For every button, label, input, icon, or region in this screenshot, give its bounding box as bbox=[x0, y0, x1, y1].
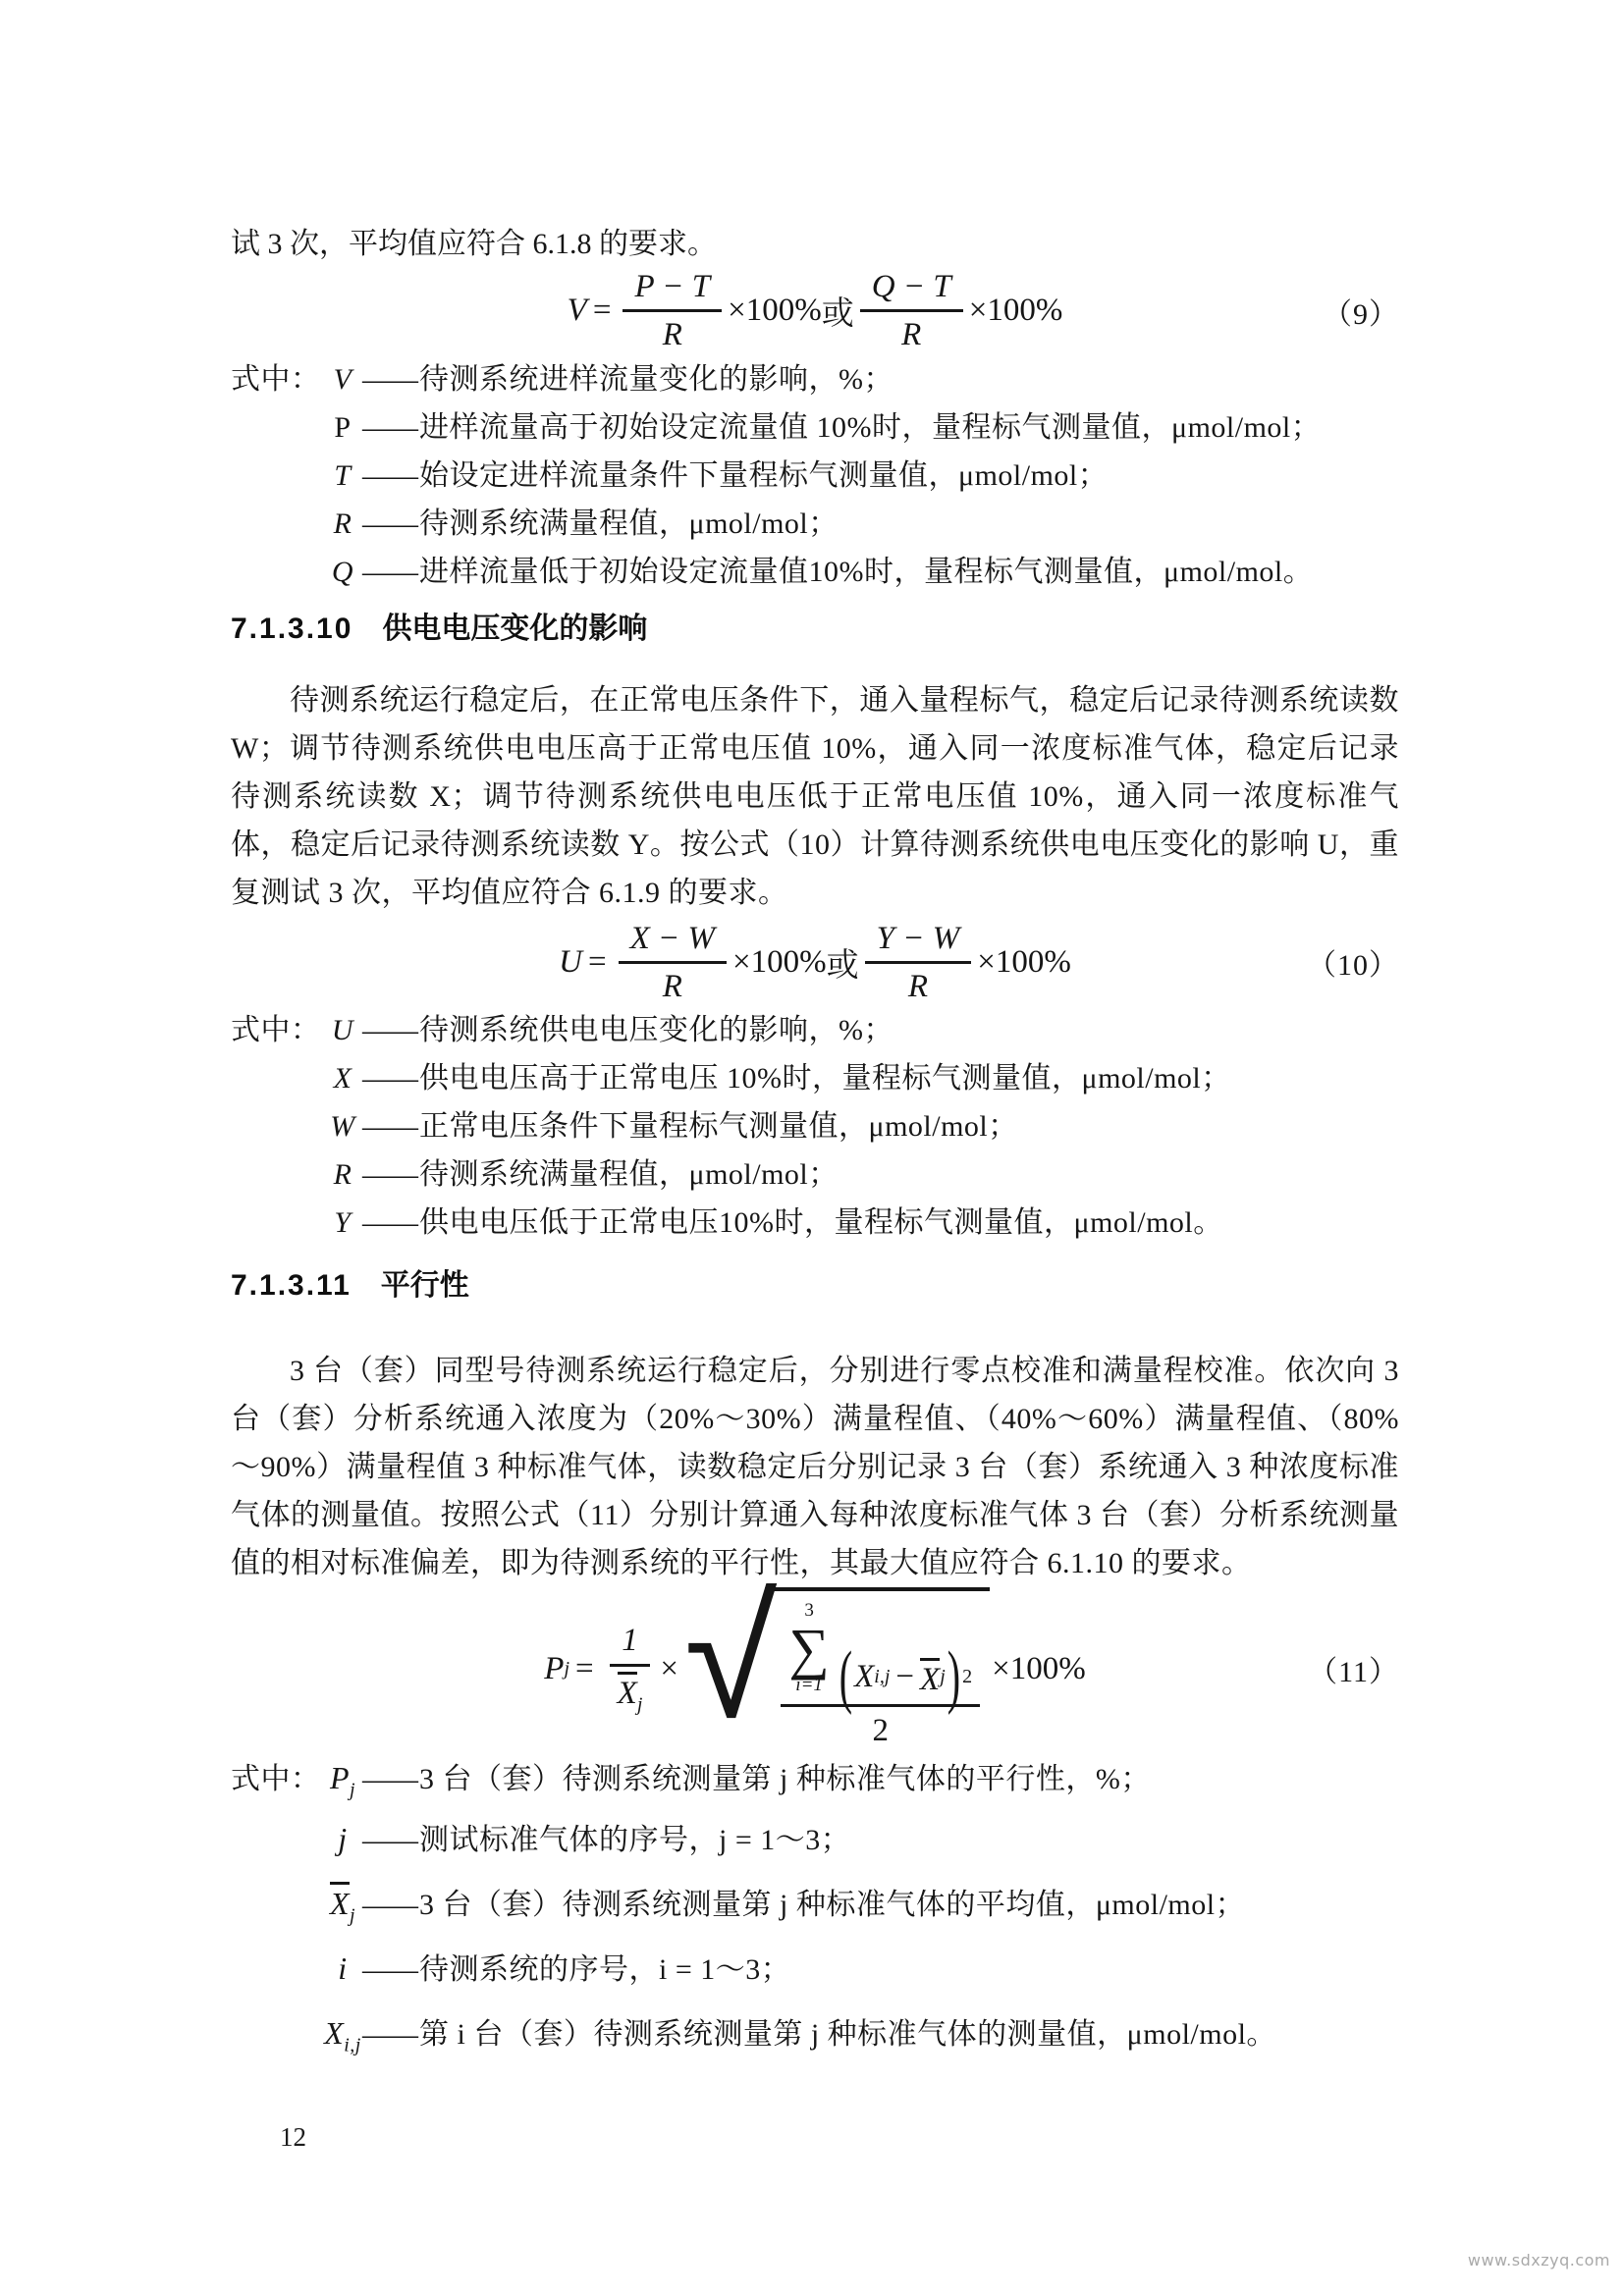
definition-text: 供电电压高于正常电压 10%时，量程标气测量值，μmol/mol； bbox=[419, 1062, 1231, 1095]
radical-sign-icon: √ bbox=[684, 1560, 778, 1758]
definition-row bbox=[231, 1054, 1399, 1102]
formula9-equals: = bbox=[592, 293, 612, 329]
definition-text: 测试标准气体的序号，j = 1～3； bbox=[419, 1823, 851, 1856]
x-bar-subscript: j bbox=[940, 1666, 946, 1688]
definition-row bbox=[231, 1874, 1399, 1945]
formula10-fraction-1 bbox=[619, 919, 727, 1007]
definition-symbol: Y bbox=[334, 1206, 352, 1240]
formula11-times-pct: ×100% bbox=[992, 1650, 1086, 1686]
definition-dash: —— bbox=[362, 1206, 415, 1240]
section-heading-7-1-3-10 bbox=[231, 610, 1399, 649]
formula9-denominator-2: R bbox=[901, 317, 922, 353]
formula11-numerator-one: 1 bbox=[610, 1621, 650, 1666]
definition-dash: —— bbox=[362, 1763, 415, 1796]
definition-prefix: 式中： bbox=[231, 1014, 321, 1047]
formula10-or: 或 bbox=[826, 947, 859, 984]
definition-symbol: V bbox=[333, 362, 352, 396]
x-bar-symbol bbox=[330, 1882, 350, 1919]
summation-sigma-icon: ∑ bbox=[788, 1617, 830, 1682]
formula-11 bbox=[231, 1560, 1399, 1758]
definition-dash: —— bbox=[362, 1823, 415, 1856]
definition-symbol bbox=[323, 1874, 362, 1945]
formula9-or: 或 bbox=[821, 296, 854, 333]
definition-dash: —— bbox=[362, 458, 415, 492]
formula10-definitions bbox=[231, 1006, 1399, 1247]
formula9-number-label: （9） bbox=[1323, 297, 1399, 331]
definition-row bbox=[231, 452, 1399, 500]
formula10-denominator-2: R bbox=[907, 968, 929, 1004]
symbol-subscript: i,j bbox=[344, 2034, 361, 2056]
formula10-number-label: （10） bbox=[1307, 949, 1399, 983]
definition-symbol: U bbox=[331, 1014, 354, 1047]
definition-symbol: j bbox=[338, 1820, 348, 1856]
formula10-times-pct-2: ×100% bbox=[977, 943, 1071, 980]
formula11-lhs: P bbox=[544, 1650, 565, 1686]
definition-row bbox=[231, 1006, 1399, 1054]
definition-dash: —— bbox=[362, 507, 415, 540]
sqrt-radical bbox=[684, 1560, 990, 1758]
definition-symbol: T bbox=[334, 458, 352, 492]
exponent: 2 bbox=[962, 1666, 973, 1688]
formula11-fraction-lead bbox=[606, 1621, 655, 1717]
definition-dash: —— bbox=[362, 362, 415, 396]
x-ij-subscript: i,j bbox=[874, 1666, 891, 1688]
definition-dash: —— bbox=[362, 410, 415, 444]
definition-symbol: Q bbox=[331, 555, 354, 588]
definition-row bbox=[231, 403, 1399, 452]
formula10-lhs: U bbox=[559, 943, 582, 980]
definition-symbol: W bbox=[330, 1110, 355, 1144]
definition-symbol bbox=[323, 2003, 362, 2074]
section-number: 7.1.3.10 bbox=[231, 612, 353, 645]
x-bar-symbol bbox=[920, 1658, 940, 1696]
section-title: 供电电压变化的影响 bbox=[382, 612, 648, 645]
formula-10 bbox=[231, 919, 1399, 1007]
formula10-fraction-2 bbox=[865, 919, 972, 1007]
summation-lower-limit: i=1 bbox=[795, 1675, 823, 1696]
formula11-inner-fraction bbox=[781, 1601, 980, 1750]
formula11-number-label: （11） bbox=[1308, 1656, 1399, 1689]
formula11-inner-numerator bbox=[781, 1600, 980, 1716]
section-heading-7-1-3-11 bbox=[231, 1266, 1399, 1306]
formula9-lhs: V bbox=[567, 293, 587, 329]
minus-sign: − bbox=[895, 1658, 915, 1694]
definition-text: 待测系统进样流量变化的影响，%； bbox=[419, 362, 893, 396]
formula11-times: × bbox=[660, 1650, 679, 1686]
formula11-inner-denominator: 2 bbox=[872, 1713, 889, 1749]
page-number: 12 bbox=[280, 2122, 306, 2152]
formula10-denominator-1: R bbox=[662, 968, 682, 1004]
x-bar-base: X bbox=[920, 1661, 941, 1697]
definition-symbol: X bbox=[333, 1062, 352, 1095]
definition-row bbox=[231, 2003, 1399, 2074]
squared-difference-expression bbox=[838, 1635, 973, 1716]
definition-text: 正常电压条件下量程标气测量值，μmol/mol； bbox=[419, 1110, 1018, 1144]
definition-text: 供电电压低于正常电压10%时，量程标气测量值，μmol/mol。 bbox=[419, 1206, 1223, 1240]
sqrt-body bbox=[765, 1587, 990, 1750]
close-paren: ) bbox=[947, 1635, 961, 1716]
definition-dash: —— bbox=[362, 2018, 415, 2052]
definition-text: 3 台（套）待测系统测量第 j 种标准气体的平均值，μmol/mol； bbox=[419, 1888, 1246, 1921]
formula10-equals: = bbox=[587, 943, 607, 980]
formula9-denominator-1: R bbox=[662, 317, 682, 353]
definition-dash: —— bbox=[362, 1888, 415, 1921]
formula10-times-pct-1: ×100% bbox=[732, 943, 827, 980]
definition-row bbox=[231, 1754, 1399, 1814]
x-bar-base: X bbox=[617, 1675, 637, 1711]
formula9-times-pct-1: ×100% bbox=[728, 293, 822, 329]
definition-symbol bbox=[323, 1754, 362, 1814]
formula10-numerator-2: Y − W bbox=[865, 919, 972, 964]
definition-row bbox=[231, 355, 1399, 403]
summation-upper-limit: 3 bbox=[804, 1600, 814, 1622]
definition-text: 第 i 台（套）待测系统测量第 j 种标准气体的测量值，μmol/mol。 bbox=[419, 2018, 1276, 2052]
definition-text: 待测系统满量程值，μmol/mol； bbox=[419, 507, 839, 540]
definition-row bbox=[231, 1150, 1399, 1199]
formula9-times-pct-2: ×100% bbox=[968, 293, 1063, 329]
definition-text: 待测系统供电电压变化的影响，%； bbox=[419, 1014, 893, 1047]
continuation-line: 试 3 次，平均值应符合 6.1.8 的要求。 bbox=[231, 228, 717, 260]
definition-row bbox=[231, 500, 1399, 548]
formula11-lhs-subscript: j bbox=[564, 1657, 570, 1680]
definition-symbol: R bbox=[333, 1158, 352, 1192]
definition-text: 进样流量低于初始设定流量值10%时，量程标气测量值，μmol/mol。 bbox=[419, 555, 1314, 588]
definition-row bbox=[231, 1102, 1399, 1150]
definition-text: 待测系统满量程值，μmol/mol； bbox=[419, 1158, 839, 1192]
x-ij-base: X bbox=[854, 1658, 875, 1694]
symbol-base: X bbox=[324, 2015, 345, 2052]
formula9-fraction-1 bbox=[623, 267, 722, 355]
definition-symbol: P bbox=[334, 410, 352, 444]
section-title: 平行性 bbox=[380, 1269, 469, 1303]
formula9-fraction-2 bbox=[860, 267, 963, 355]
definition-symbol: i bbox=[338, 1950, 348, 1987]
section-7-1-3-10-paragraph: 待测系统运行稳定后，在正常电压条件下，通入量程标气，稳定后记录待测系统读数 W；调节待测系统供电电压高于正常电压值 10%，通入同一浓度标准气体，稳定后记录待测系统读数 X；调节待测系统供电电压低于正常电压值 10%，通入同一浓度标准气体，稳定后记录待测系统读数 Y。按公式（10）计算待测系统供电电压变化的影响 U，重复测试 3 次，平均值应符合 6.1.9 的要求。 bbox=[231, 683, 1399, 909]
formula10-numerator-1: X − W bbox=[619, 919, 727, 964]
definition-prefix: 式中： bbox=[231, 1763, 321, 1796]
watermark-url: www.sdxzyq.com bbox=[1467, 2251, 1610, 2269]
section-number: 7.1.3.11 bbox=[231, 1269, 352, 1303]
definition-text: 待测系统的序号，i = 1～3； bbox=[419, 1953, 791, 1987]
definition-dash: —— bbox=[362, 1014, 415, 1047]
symbol-subscript: j bbox=[349, 1904, 356, 1927]
formula11-equals: = bbox=[575, 1650, 594, 1686]
symbol-base: X bbox=[329, 1885, 350, 1921]
definition-row bbox=[231, 1945, 1399, 1994]
definition-prefix: 式中： bbox=[231, 362, 321, 396]
formula9-definitions bbox=[231, 355, 1399, 596]
definition-row bbox=[231, 1199, 1399, 1247]
definition-dash: —— bbox=[362, 555, 415, 588]
definition-row bbox=[231, 548, 1399, 596]
open-paren: ( bbox=[839, 1635, 853, 1716]
summation-stack bbox=[788, 1601, 829, 1696]
formula-9 bbox=[231, 267, 1399, 355]
x-bar-symbol bbox=[618, 1672, 637, 1710]
definition-dash: —— bbox=[362, 1953, 415, 1987]
definition-text: 3 台（套）待测系统测量第 j 种标准气体的平行性，%； bbox=[419, 1763, 1151, 1796]
section-7-1-3-11-paragraph: 3 台（套）同型号待测系统运行稳定后，分别进行零点校准和满量程校准。依次向 3 台（套）分析系统通入浓度为（20%～30%）满量程值、（40%～60%）满量程值、（80%～90%）满量程值 3 种标准气体，读数稳定后分别记录 3 台（套）系统通入 3 种浓度标准气体的测量值。按照公式（11）分别计算通入每种浓度标准气体 3 台（套）分析系统测量值的相对标准偏差，即为待测系统的平行性，其最大值应符合 6.1.10 的要求。 bbox=[231, 1355, 1399, 1580]
definition-text: 进样流量高于初始设定流量值 10%时，量程标气测量值，μmol/mol； bbox=[419, 410, 1322, 444]
definition-symbol: R bbox=[333, 507, 352, 540]
definition-dash: —— bbox=[362, 1062, 415, 1095]
definition-dash: —— bbox=[362, 1110, 415, 1144]
formula9-numerator-1: P − T bbox=[623, 267, 722, 312]
formula11-definitions bbox=[231, 1754, 1399, 2074]
definition-row bbox=[231, 1815, 1399, 1864]
formula11-denominator-xbar bbox=[606, 1667, 655, 1718]
x-bar-subscript: j bbox=[636, 1693, 643, 1716]
formula9-numerator-2: Q − T bbox=[860, 267, 963, 312]
page-content bbox=[231, 0, 1399, 2075]
definition-dash: —— bbox=[362, 1158, 415, 1192]
definition-text: 始设定进样流量条件下量程标气测量值，μmol/mol； bbox=[419, 458, 1109, 492]
symbol-base: P bbox=[329, 1760, 350, 1796]
symbol-subscript: j bbox=[349, 1779, 356, 1801]
